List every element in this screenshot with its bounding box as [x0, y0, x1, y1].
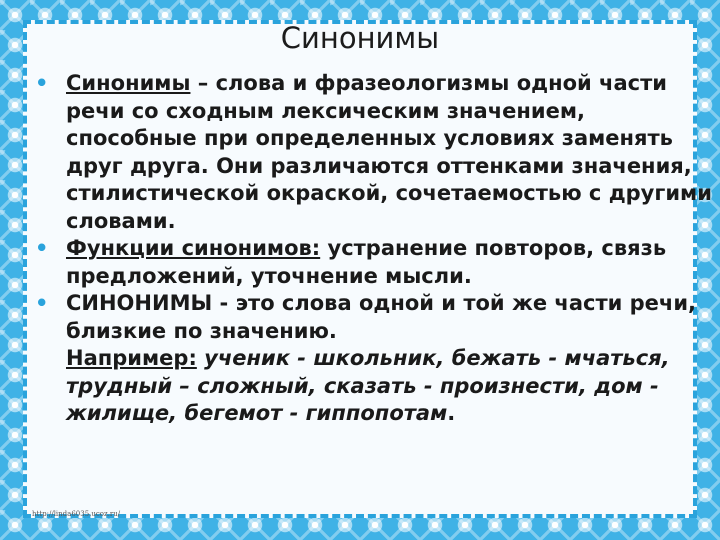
- example-text: ученик - школьник, бежать - мчаться, трудный – сложный, сказать - произнести, дом - жилище, бегемот - гиппопотам: [66, 346, 670, 425]
- bullet-term: Синонимы: [66, 71, 191, 95]
- bullet-functions: [35, 235, 715, 290]
- source-url: http://linda6035.ucoz.ru/: [32, 510, 121, 518]
- bullet-term: СИНОНИМЫ: [66, 291, 213, 315]
- bullet-dot-icon: •: [35, 236, 49, 260]
- bullet-text: – слова и фразеологизмы одной части речи со сходным лексическим значением, способные при определенных условиях заменять друг друга. Они различаются оттенками значения, стилистической окраской, сочетаемостью с другими словами.: [66, 71, 712, 233]
- bullet-term: Функции синонимов:: [66, 236, 321, 260]
- bullet-text: - это слова одной и той же части речи, близкие по значению.: [66, 291, 697, 343]
- example-end: .: [447, 401, 456, 425]
- bullet-examples: [35, 290, 715, 428]
- bullet-text: устранение повторов, связь предложений, уточнение мысли.: [66, 236, 667, 288]
- bullet-dot-icon: •: [35, 291, 49, 315]
- bullet-dot-icon: •: [35, 71, 49, 95]
- slide-title: Синонимы: [280, 21, 440, 55]
- example-label: Например:: [66, 346, 197, 370]
- bullet-list: [35, 70, 715, 428]
- bullet-definition: [35, 70, 715, 235]
